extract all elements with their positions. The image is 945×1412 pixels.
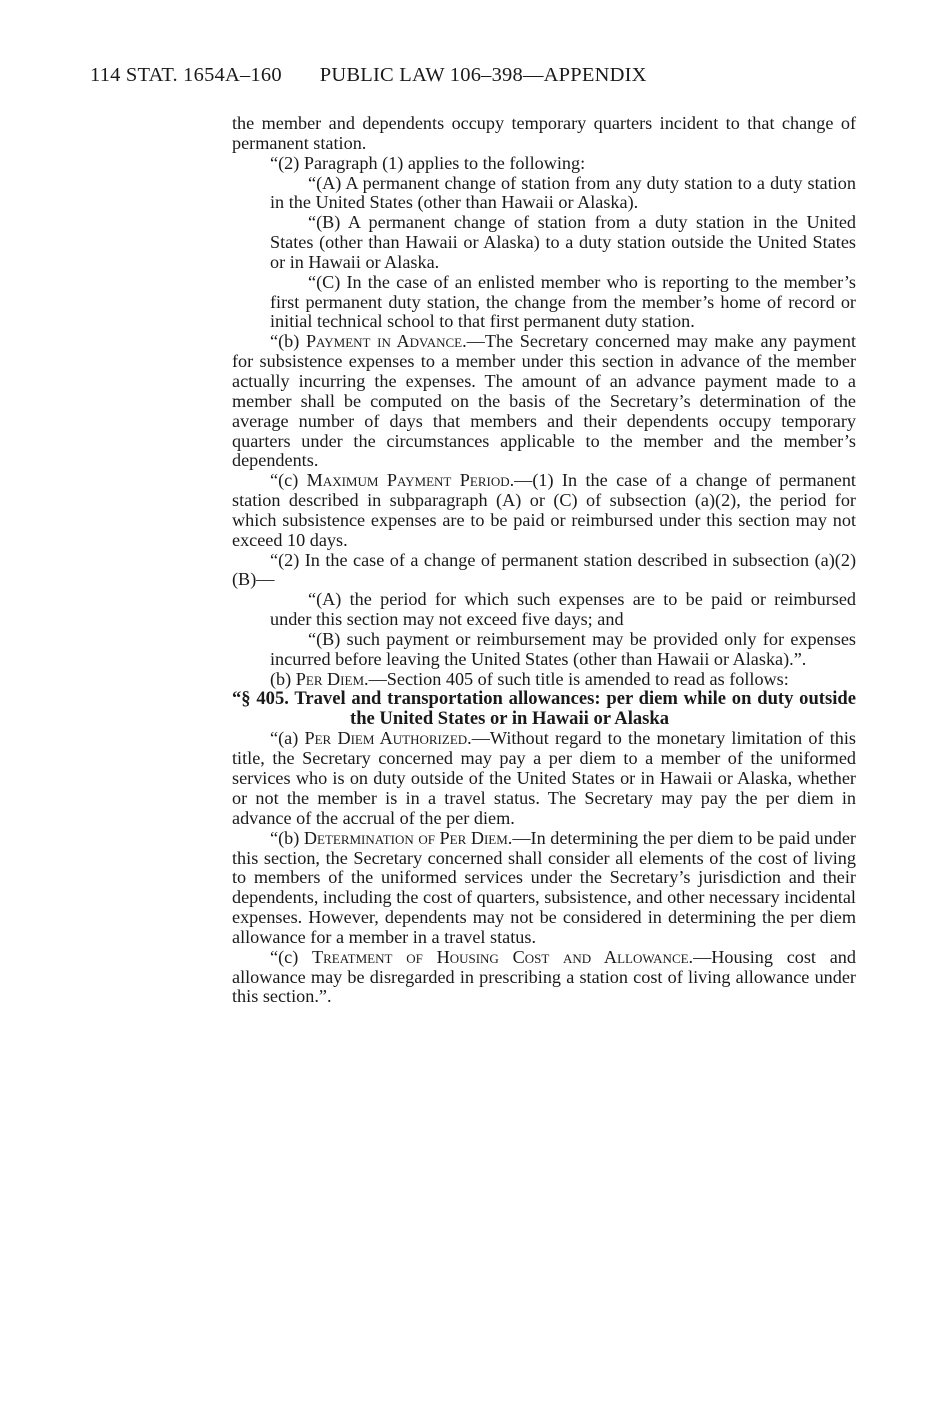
subparagraph-a-2-C: “(C) In the case of an enlisted member who is reporting to the member’s first permanent duty station, the change from the member’s home of record or initial technical school to that first permanent duty station. (270, 271, 856, 332)
subsection-text: —(1) In the case of a change of permanent station described in subparagraph (A) or (C) of subsection (a)(2), the period for which subsistence expenses are to be paid or reimbursed under this section may not exceed 10 days. (232, 470, 856, 550)
subsection-marker: “(c) (270, 946, 313, 967)
subsection-text: —In determining the per diem to be paid under this section, the Secretary concerned shall consider all elements of the cost of living to members of the uniformed services under the Secretary’s jurisdiction and their dependents, including the cost of quarters, subsistence, and other necessary incidental expenses. However, dependents may not be considered in determining the per diem allowance for a member in a travel status. (232, 827, 856, 947)
subparagraph-c-2-B: “(B) such payment or reimbursement may be provided only for expenses incurred before leaving the United States (other than Hawaii or Alaska).”. (270, 628, 856, 669)
subparagraph-c-2-A: “(A) the period for which such expenses are to be paid or reimbursed under this section may not exceed five days; and (270, 589, 856, 630)
statute-body (232, 114, 856, 1007)
subsection-marker: “(b) (270, 331, 306, 352)
amendment-b-per-diem (232, 670, 856, 690)
paragraph-a-2: “(2) Paragraph (1) applies to the following: (270, 152, 586, 173)
subsection-marker: “(c) (270, 470, 307, 491)
subsection-b-payment-in-advance (232, 332, 856, 471)
subsection-caption: Payment in Advance. (305, 331, 467, 352)
subsection-text: —Without regard to the monetary limitation of this title, the Secretary concerned may pay a per diem to a member of the uniformed services who is on duty outside of the United States or in Hawaii or Alaska, whether or not the member is in a travel status. The Secretary may pay the per diem in advance of the accrual of the per diem. (232, 728, 857, 828)
subsection-caption: Maximum Payment Period. (306, 470, 515, 491)
subsection-text: —The Secretary concerned may make any payment for subsistence expenses to a member under this section in advance of the member actually incurring the expenses. The amount of an advance payment made to a member shall be computed on the basis of the Secretary’s determination of the average number of days that members and their dependents occupy temporary quarters under the circumstances applicable to the member and the member’s dependents. (232, 331, 856, 471)
subsection-405-c (232, 948, 856, 1008)
paragraph-c-2: “(2) In the case of a change of permanent station described in subsection (a)(2)(B)— (232, 549, 856, 590)
subsection-caption: Determination of Per Diem. (303, 827, 513, 848)
public-law-reference: PUBLIC LAW 106–398—APPENDIX (319, 64, 647, 86)
amendment-marker: (b) (270, 668, 296, 689)
paragraph-continuation: the member and dependents occupy temporary quarters incident to that change of permanent station. (232, 113, 856, 153)
subparagraph-a-2-B: “(B) A permanent change of station from a duty station in the United States (other than Hawaii or Alaska) to a duty station outside the United States or in Hawaii or Alaska. (270, 212, 856, 272)
subsection-405-b (232, 829, 856, 948)
subsection-caption: Treatment of Housing Cost and Allowance. (312, 946, 694, 967)
amendment-caption: Per Diem. (295, 668, 369, 689)
subsection-text: —Housing cost and allowance may be disregarded in prescribing a station cost of living allowance under this section.”. (232, 946, 856, 1007)
subsection-marker: “(b) (270, 827, 304, 848)
subsection-405-a (232, 729, 856, 828)
subsection-c-maximum-payment-period (232, 471, 856, 550)
subparagraph-a-2-A: “(A) A permanent change of station from any duty station to a duty station in the United States (other than Hawaii or Alaska). (270, 172, 856, 213)
section-405-heading: “§ 405. Travel and transportation allowances: per diem while on duty outside the United States or in Hawaii or Alaska (232, 688, 856, 730)
subsection-caption: Per Diem Authorized. (304, 728, 472, 749)
statute-page-reference: 114 STAT. 1654A–160 (90, 64, 282, 86)
subsection-marker: “(a) (270, 728, 305, 749)
running-header (90, 64, 647, 87)
amendment-text: —Section 405 of such title is amended to read as follows: (368, 668, 789, 689)
